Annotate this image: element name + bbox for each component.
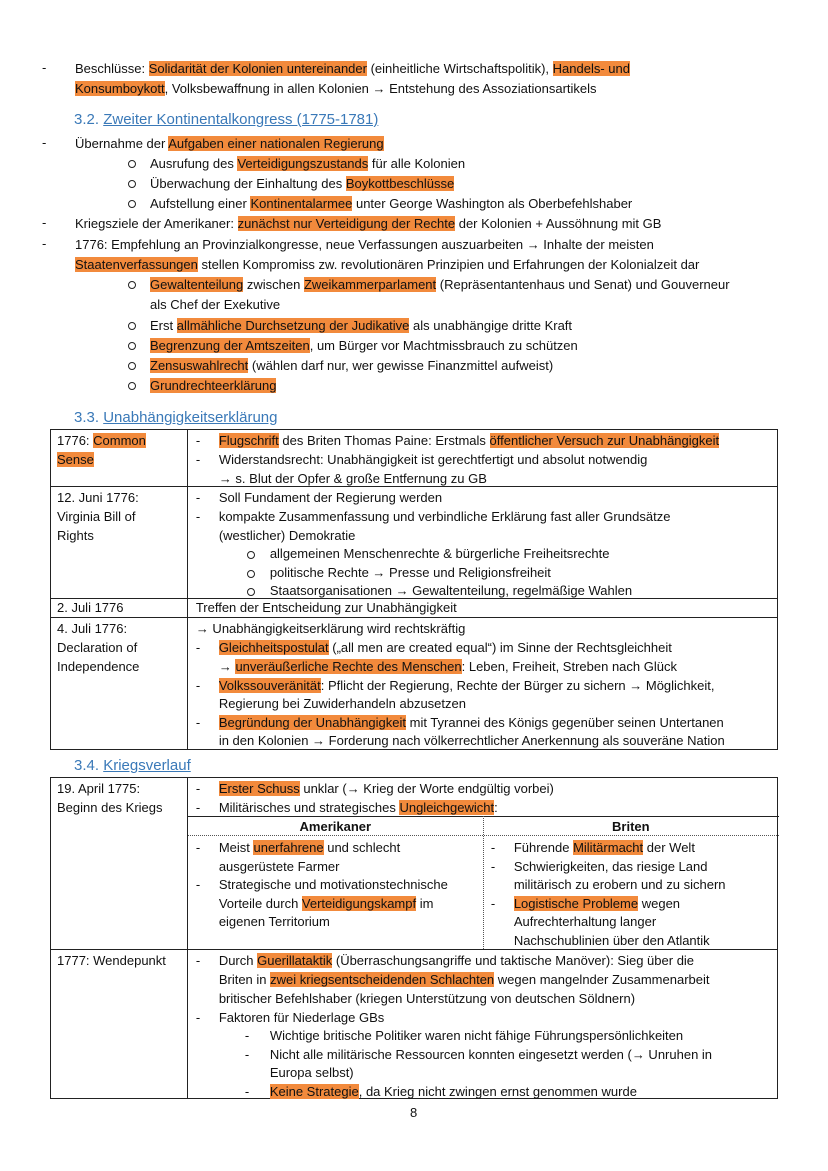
war-table bbox=[50, 777, 778, 1099]
dash-bullet: - bbox=[42, 135, 47, 150]
dash-bullet: - bbox=[42, 60, 47, 75]
s32-consensus-2: Erst allmähliche Durchsetzung der Judikative als unabhängige dritte Kraft bbox=[150, 318, 573, 333]
col-header-briten: Briten bbox=[612, 819, 650, 834]
heading-3-4: 3.4. Kriegsverlauf bbox=[74, 757, 191, 774]
circle-bullet bbox=[128, 180, 136, 188]
heading-3-2: 3.2. Zweiter Kontinentalkongress (1775-1781) bbox=[74, 111, 379, 128]
circle-bullet bbox=[128, 362, 136, 370]
table-row: 12. Juni 1776: Virginia Bill of Rights - Soll Fundament der Regierung werden - kompakte Zusammenfassung und verbindliche Erklärung fast aller Grundsätze (westlicher) Demokratie allgemeinen Menschenrechte & bürgerliche Freiheitsrechte politische Rechte → Presse und Religionsfreiheit Staatsorganisationen → Gewaltenteilung, regelmäßige Wahlen bbox=[51, 487, 778, 599]
s32-consensus-4: Zensuswahlrecht (wählen darf nur, wer gewisse Finanzmittel aufweist) bbox=[150, 358, 554, 373]
intro-line-2: Konsumboykott, Volksbewaffnung in allen Kolonien → Entstehung des Assoziationsartikels bbox=[75, 81, 597, 96]
table-row: 1777: Wendepunkt - Durch Guerillataktik (Überraschungsangriffe und taktische Manöver): Sieg über die Briten in zwei kriegsentscheidenden Schlachten wegen mangelnder Zusammenarbeit britischer Befehlshaber (kriegen Unterstützung von deutschen Söldnern) - Faktoren für Niederlage GBs - Wichtige britische Politiker waren nicht fähige Führungspersönlichkeiten - Nicht alle militärische Ressourcen konnten eingesetzt werden (→ Unruhen in Europa selbst) - Keine Strategie, da Krieg nicht zwingen ernst genommen wurde bbox=[51, 950, 778, 1099]
dash-bullet: - bbox=[42, 236, 47, 251]
s32-line-3b: Staatenverfassungen stellen Kompromiss zw. revolutionären Prinzipien und Erfahrungen der Kolonialzeit dar bbox=[75, 257, 700, 272]
s32-consensus-5: Grundrechteerklärung bbox=[150, 378, 277, 393]
table-row: 1776: Common Sense - Flugschrift des Briten Thomas Paine: Erstmals öffentlicher Versuch zur Unabhängigkeit - Widerstandsrecht: Unabhängigkeit ist gerechtfertigt und absolut notwendig → s. Blut der Opfer & große Entfernung zu GB bbox=[51, 430, 778, 487]
s32-line-3: 1776: Empfehlung an Provinzialkongresse, neue Verfassungen auszuarbeiten → Inhalte der meisten bbox=[75, 237, 654, 252]
heading-3-3: 3.3. Unabhängigkeitserklärung bbox=[74, 409, 278, 426]
circle-bullet bbox=[128, 281, 136, 289]
circle-bullet bbox=[128, 342, 136, 350]
intro-line-1: Beschlüsse: Solidarität der Kolonien untereinander (einheitliche Wirtschaftspolitik), Handels- und bbox=[75, 61, 630, 76]
col-header-amerikaner: Amerikaner bbox=[299, 819, 372, 834]
page-number: 8 bbox=[410, 1105, 418, 1120]
table-row: 4. Juli 1776: Declaration of Independence → Unabhängigkeitserklärung wird rechtskräftig - Gleichheitspostulat („all men are created equal“) im Sinne der Rechtsgleichheit → unveräußerliche Rechte des Menschen: Leben, Freiheit, Streben nach Glück - Volkssouveränität: Pflicht der Regierung, Rechte der Bürger zu sichern → Möglichkeit, Regierung bei Zuwiderhandeln abzusetzen - Begründung der Unabhängigkeit mit Tyrannei des Königs gegenüber seinen Untertanen in den Kolonien → Forderung nach völkerrechtlicher Anerkennung als souveräne Nation bbox=[51, 618, 778, 750]
circle-bullet bbox=[128, 322, 136, 330]
table-row: 19. April 1775: Beginn des Kriegs - Erster Schuss unklar (→ Krieg der Worte endgültig vorbei) - Militärisches und strategisches Ungleichgewicht: Amerikaner Briten - Meist unerfahrene und schlecht ausgerüstete Farmer - Strategische und motivationstechnische Vorteile durch Verteidigungskampf im eigenen Territorium - Führende Militärmacht der Welt - Schwierigkeiten, das riesige Land militärisch zu erobern und zu sichern - Logistische Probleme wegen Aufrechterhaltung langer Nachschublinien über den Atlantik bbox=[51, 778, 778, 950]
circle-bullet bbox=[128, 200, 136, 208]
circle-bullet bbox=[128, 160, 136, 168]
s32-consensus-1b: als Chef der Exekutive bbox=[150, 297, 281, 312]
circle-bullet bbox=[128, 382, 136, 390]
declaration-table bbox=[50, 429, 778, 750]
s32-consensus-1: Gewaltenteilung zwischen Zweikammerparlament (Repräsentantenhaus und Senat) und Gouverneur bbox=[150, 277, 730, 292]
s32-bullet-1: Ausrufung des Verteidigungszustands für alle Kolonien bbox=[150, 156, 466, 171]
dash-bullet: - bbox=[42, 215, 47, 230]
s32-line-1: Übernahme der Aufgaben einer nationalen Regierung bbox=[75, 136, 384, 151]
s32-bullet-3: Aufstellung einer Kontinentalarmee unter George Washington als Oberbefehlshaber bbox=[150, 196, 633, 211]
s32-consensus-3: Begrenzung der Amtszeiten, um Bürger vor Machtmissbrauch zu schützen bbox=[150, 338, 578, 353]
table-row: 2. Juli 1776 Treffen der Entscheidung zur Unabhängigkeit bbox=[51, 599, 778, 618]
s32-bullet-2: Überwachung der Einhaltung des Boykottbeschlüsse bbox=[150, 176, 455, 191]
s32-line-2: Kriegsziele der Amerikaner: zunächst nur Verteidigung der Rechte der Kolonien + Aussöhnung mit GB bbox=[75, 216, 662, 231]
